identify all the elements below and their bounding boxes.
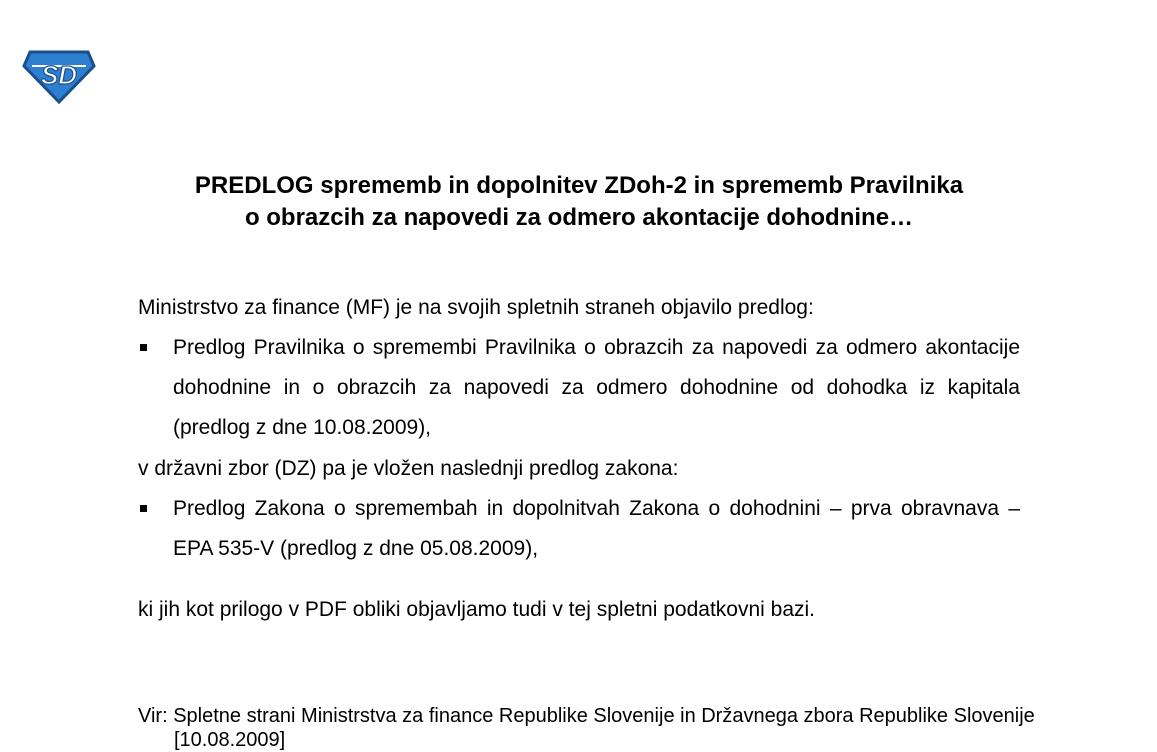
- title-line-1: PREDLOG sprememb in dopolnitev ZDoh-2 in sprememb Pravilnika: [194, 172, 964, 199]
- document-title: [120, 170, 1038, 234]
- bullet-text-zakon: Predlog Zakona o spremembah in dopolnitvah Zakona o dohodnini – prva obravnava – EPA 535-V (predlog z dne 05.08.2009),: [173, 497, 1020, 560]
- source-note: Vir: Spletne strani Ministrstva za finance Republike Slovenije in Državnega zbora Republike Slovenije [10.08.2009]: [138, 705, 1035, 751]
- logo-monogram: SD: [40, 60, 78, 90]
- middle-paragraph: v državni zbor (DZ) pa je vložen naslednji predlog zakona:: [138, 457, 679, 480]
- title-line-2: o obrazcih za napovedi za odmero akontacije dohodnine…: [244, 204, 914, 231]
- closing-paragraph: ki jih kot prilogo v PDF obliki objavljamo tudi v tej spletni podatkovni bazi.: [138, 598, 815, 621]
- square-bullet-icon: [138, 489, 173, 569]
- intro-paragraph: Ministrstvo za finance (MF) je na svojih spletnih straneh objavilo predlog:: [138, 296, 814, 319]
- bullet-item-zakon: [138, 489, 1020, 569]
- bullet-item-pravilnik: [138, 328, 1020, 448]
- bullet-text-pravilnik: Predlog Pravilnika o spremembi Pravilnika o obrazcih za napovedi za odmero akontacije dohodnine in o obrazcih za napovedi za odmero dohodnine od dohodka iz kapitala (predlog z dne 10.08.2009),: [173, 336, 1020, 439]
- sd-diamond-logo: [22, 48, 96, 104]
- square-bullet-icon: [138, 328, 173, 448]
